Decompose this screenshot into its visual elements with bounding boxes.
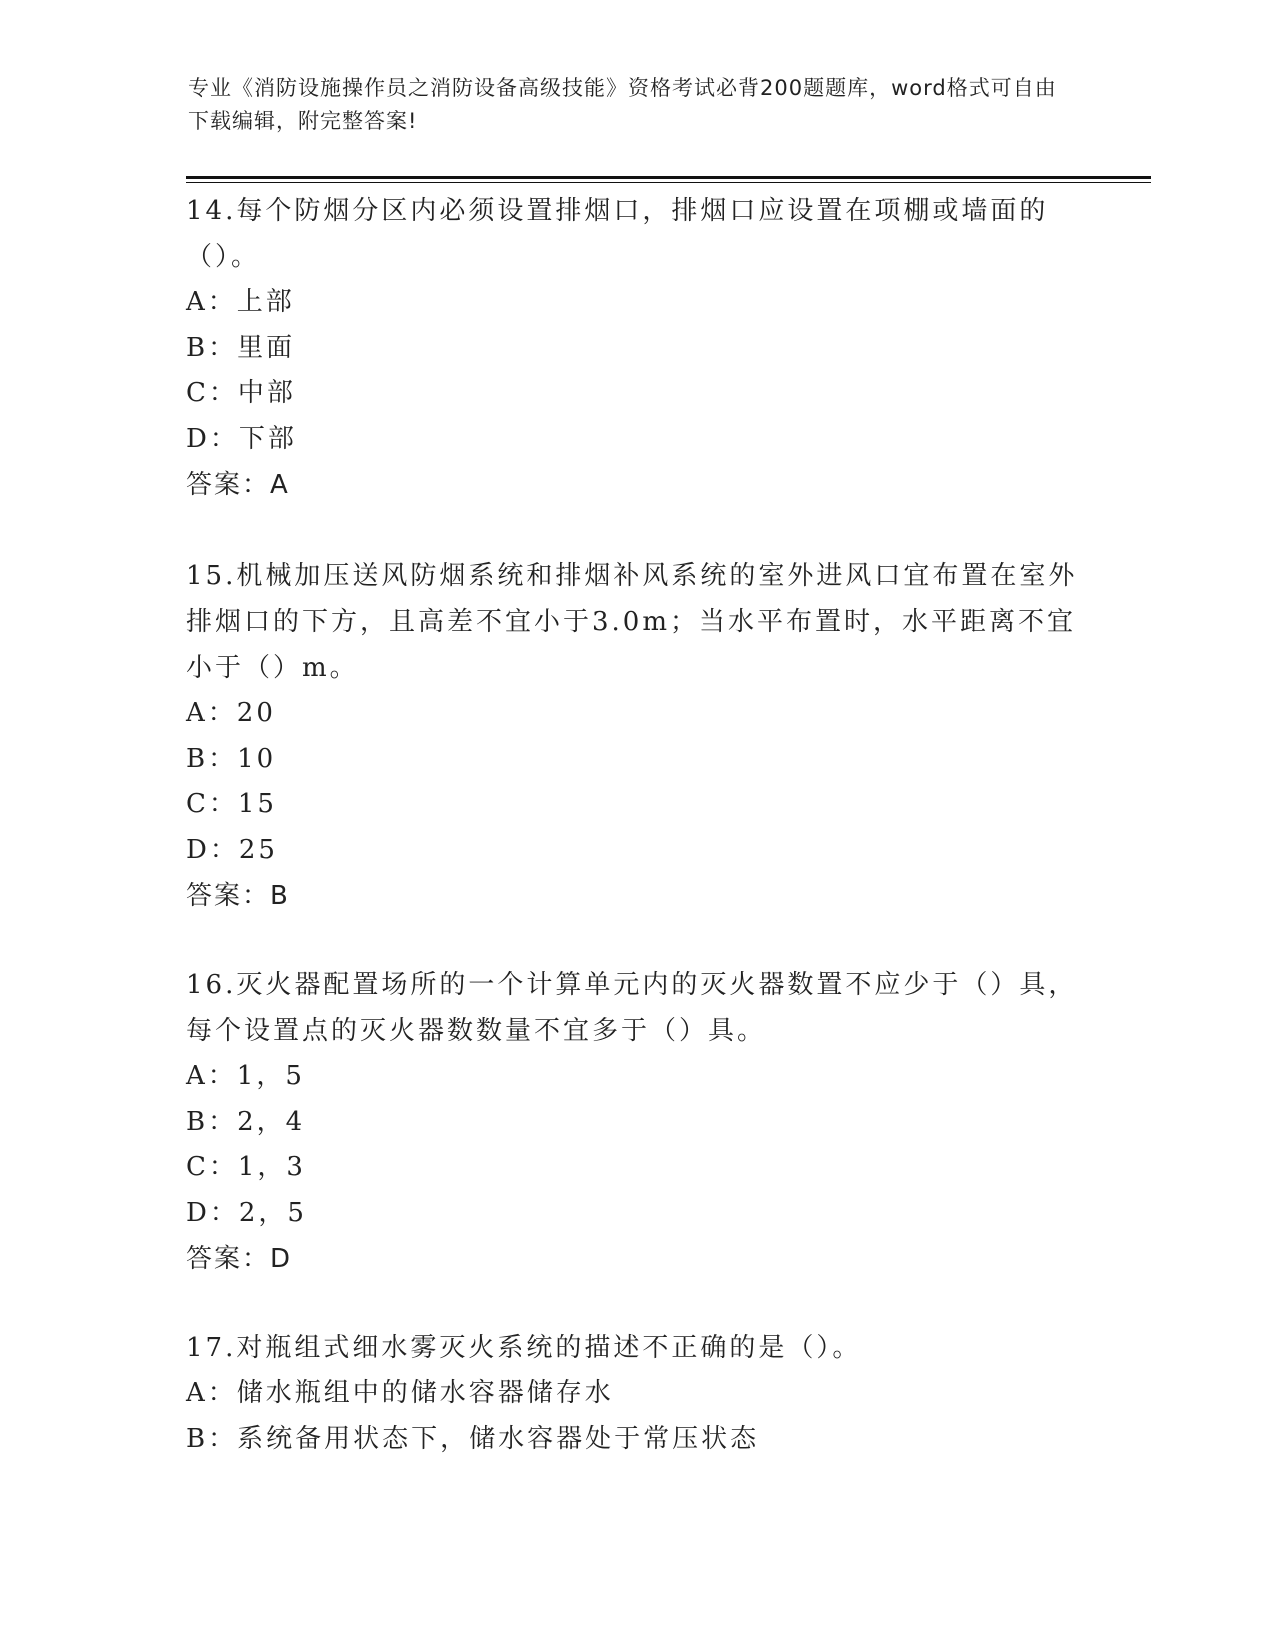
answer: 答案：B (186, 881, 290, 911)
option-d: D：下部 (186, 423, 297, 454)
option-a: A：20 (186, 698, 276, 728)
question-stem: 15.机械加压送风防烟系统和排烟补风系统的室外进风口宜布置在室外排烟口的下方，且高差不宜小于3.0m；当水平布置时，水平距离不宜小于（）m。 (186, 561, 1078, 683)
question-stem: 14.每个防烟分区内必须设置排烟口，排烟口应设置在项棚或墙面的（）。 (186, 196, 1049, 272)
question-16 (186, 962, 1086, 1282)
option-b: B：系统备用状态下，储水容器处于常压状态 (186, 1423, 760, 1454)
header-divider-thin (186, 182, 1151, 183)
option-b: B：里面 (186, 332, 296, 363)
option-b: B：10 (186, 743, 277, 774)
option-a: A：储水瓶组中的储水容器储存水 (186, 1378, 614, 1408)
option-b: B：2，4 (186, 1106, 306, 1137)
option-d: D：2，5 (186, 1197, 307, 1228)
question-17 (186, 1325, 1086, 1462)
option-c: C：1，3 (186, 1152, 306, 1182)
answer: 答案：D (186, 1244, 293, 1274)
document-header: 专业《消防设施操作员之消防设备高级技能》资格考试必背200题题库，word格式可自由下载编辑，附完整答案! (188, 76, 1057, 133)
option-c: C：中部 (186, 378, 296, 408)
question-14 (186, 188, 1086, 508)
option-d: D：25 (186, 834, 278, 865)
option-a: A：1，5 (186, 1061, 305, 1091)
header-divider-thick (186, 176, 1151, 179)
question-stem: 16.灭火器配置场所的一个计算单元内的灭火器数置不应少于（）具，每个设置点的灭火器数数量不宜多于（）具。 (186, 970, 1078, 1046)
option-a: A：上部 (186, 287, 295, 317)
question-stem: 17.对瓶组式细水雾灭火系统的描述不正确的是（）。 (186, 1333, 862, 1363)
answer: 答案：A (186, 470, 290, 500)
question-15 (186, 553, 1086, 919)
option-c: C：15 (186, 789, 277, 819)
